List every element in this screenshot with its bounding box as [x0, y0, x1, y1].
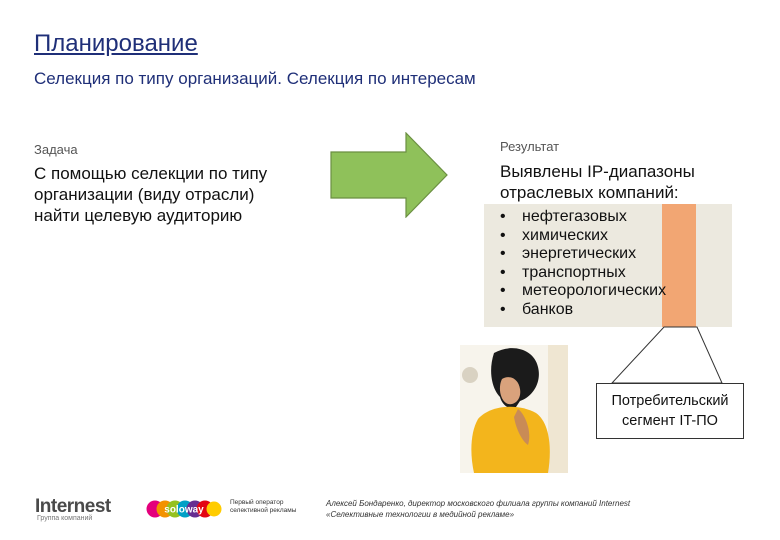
slide-title: Планирование: [34, 30, 198, 57]
result-heading: Выявлены IP-диапазоны отраслевых компаний:: [500, 162, 695, 202]
task-text: С помощью селекции по типу организации (виду отрасли) найти целевую аудиторию: [34, 164, 268, 225]
bullet-icon: •: [500, 208, 506, 225]
soloway-tagline: Первый оператор селективной рекламы: [230, 499, 297, 514]
bullet-icon: •: [500, 226, 506, 244]
internest-logo-subtitle: Группа компаний: [37, 515, 93, 522]
footer-author: Алексей Бондаренко, директор московского филиала группы компаний Internest: [326, 499, 631, 508]
bullet-icon: •: [500, 282, 506, 299]
list-item: • транспортных: [500, 263, 626, 281]
soloway-logo: [146, 494, 222, 524]
footer-talk-title: «Селективные технологии в медийной рекламе»: [326, 510, 515, 519]
list-item: • химических: [500, 226, 609, 244]
bullet-icon: •: [500, 263, 506, 281]
list-item: • метеорологических: [500, 282, 667, 299]
result-label: Результат: [500, 139, 560, 154]
list-item: • нефтегазовых: [500, 208, 627, 225]
list-item: • энергетических: [500, 245, 637, 262]
list-item: • банков: [500, 300, 574, 318]
internest-logo: Internest: [35, 496, 111, 517]
bullet-icon: •: [500, 300, 506, 318]
puzzle-photo-illustration: [460, 345, 568, 473]
slide-subtitle: Селекция по типу организаций. Селекция по интересам: [34, 69, 476, 88]
footer-credit: [326, 498, 686, 520]
bullet-icon: •: [500, 245, 506, 262]
consumer-segment-callout: Потребительский сегмент IT-ПО: [596, 383, 744, 439]
soloway-logo-text: soloway: [164, 504, 204, 516]
task-label: Задача: [34, 142, 78, 157]
